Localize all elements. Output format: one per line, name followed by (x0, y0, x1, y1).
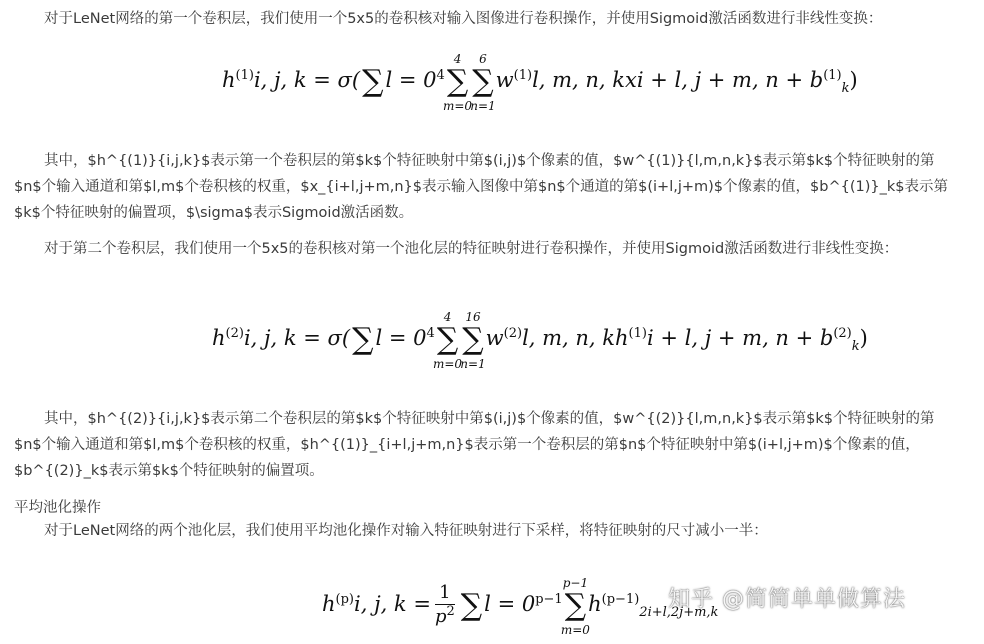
paragraph-conv2-intro: 对于第二个卷积层，我们使用一个5x5的卷积核对第一个池化层的特征映射进行卷积操作，并使用Sigmoid激活函数进行非线性变换： (44, 241, 899, 257)
eq2-sum2: ∑ 16 n=1 (460, 310, 486, 371)
paragraph-pool-intro: 对于LeNet网络的两个池化层，我们使用平均池化操作对输入特征映射进行下采样，将特征映射的尺寸减小一半： (44, 523, 768, 539)
eq3-sum: ∑ p−1 m=0 (560, 576, 590, 637)
eq3-sum-symbol: ∑ (460, 588, 483, 623)
eq2-sum1-top: 4 (443, 310, 452, 324)
eq3-lhs-rest: i, j, k = (354, 592, 431, 616)
eq2-lhs-sup: (2) (225, 326, 244, 341)
eq2-b-sup: (2) (833, 326, 852, 341)
eq1-w: w (495, 68, 514, 92)
eq2-close: ) (859, 326, 868, 350)
eq2-sum2-bottom: n=1 (460, 357, 486, 371)
eq2-lhs: h (212, 326, 226, 350)
eq3-h: h (588, 592, 602, 616)
eq1-mid: l = 0 (385, 68, 437, 92)
eq1-sum2-top: 6 (479, 52, 487, 66)
eq2-sum-symbol: ∑ (352, 322, 374, 357)
eq2-w: w (485, 326, 504, 350)
eq3-frac-den-sup: 2 (446, 604, 455, 619)
eq2-mid: l = 0 (375, 326, 427, 350)
eq3-mid-sup: p−1 (535, 592, 563, 607)
zhihu-watermark: 知乎 @简简单单做算法 (668, 587, 906, 612)
eq3-h-sub: 2i+l,2j+m,k (639, 605, 719, 621)
eq2-h-sup: (1) (628, 326, 647, 341)
eq3-lhs: h (322, 592, 336, 616)
eq1-b-sub: k (841, 81, 850, 97)
eq1-lhs-sup: (1) (235, 68, 254, 83)
eq2-b-sub: k (851, 339, 860, 355)
eq1-w-sup: (1) (513, 68, 533, 83)
eq1-sum-symbol: ∑ (362, 64, 384, 99)
eq1-lhs: h (222, 68, 236, 92)
eq3-frac-den: p (434, 606, 447, 627)
eq2-tail2: i + l, j + m, n + b (646, 326, 834, 350)
paragraph-conv1-explain: 其中，$h^{(1)}{i,j,k}$表示第一个卷积层的第$k$个特征映射中第$(i,j)$个像素的值，$w^{(1)}{l,m,n,k}$表示第$k$个特征映射的第$n$个输入通道和第$l,m$个卷积核的权重，$x_{i+l,j+m,n}$表示输入图像中第$n$个通道的第$(i+l,j+m)$个像素的值，$b^{(1)}_k$表示第$k$个特征映射的偏置项，$\sigma$表示Sigmoid激活函数。 (14, 153, 948, 221)
eq2-w-sup: (2) (503, 326, 523, 341)
eq2-sum1: ∑ 4 m=0 (432, 310, 463, 371)
eq1-mid-sup: 4 (436, 68, 445, 83)
eq1-tail: l, m, n, kxi + l, j + m, n + b (532, 68, 824, 92)
eq3-frac-num: 1 (435, 582, 455, 605)
equation-conv2 (0, 310, 984, 384)
eq2-sum2-top: 16 (465, 310, 481, 324)
eq1-sum1-top: 4 (453, 52, 462, 66)
eq3-sum-top: p−1 (562, 576, 589, 590)
eq2-mid-sup: 4 (426, 326, 435, 341)
eq1-sum2-bottom: n=1 (470, 99, 496, 113)
eq1-b-sup: (1) (823, 68, 842, 83)
eq1-sum1-bottom: m=0 (442, 99, 473, 113)
eq2-lhs-rest: i, j, k = σ( (243, 326, 351, 350)
paragraph-conv2-explain: 其中，$h^{(2)}{i,j,k}$表示第二个卷积层的第$k$个特征映射中第$(i,j)$个像素的值，$w^{(2)}{l,m,n,k}$表示第$k$个特征映射的第$n$个输入通道和第$l,m$个卷积核的权重，$h^{(1)}_{i+l,j+m,n}$表示第一个卷积层的第$n$个特征映射中第$(i+l,j+m)$个像素的值，$b^{(2)}_k$表示第$k$个特征映射的偏置项。 (14, 411, 935, 479)
eq3-mid: l = 0 (484, 592, 536, 616)
eq2-tail1: l, m, n, kh (522, 326, 629, 350)
eq3-sum-bottom: m=0 (560, 623, 590, 637)
eq3-fraction (435, 582, 455, 629)
eq1-close: ) (849, 68, 858, 92)
section-heading-avg-pool: 平均池化操作 (14, 500, 101, 516)
paragraph-conv1-intro: 对于LeNet网络的第一个卷积层，我们使用一个5x5的卷积核对输入图像进行卷积操作，并使用Sigmoid激活函数进行非线性变换： (44, 11, 883, 27)
eq1-sum1: ∑ 4 m=0 (442, 52, 473, 113)
eq3-h-sup: (p−1) (601, 592, 640, 607)
eq1-lhs-rest: i, j, k = σ( (253, 68, 361, 92)
eq3-frac-den-wrap (435, 605, 455, 629)
eq1-sum2: ∑ 6 n=1 (470, 52, 496, 113)
eq3-lhs-sup: (p) (335, 592, 354, 607)
equation-conv1 (0, 52, 984, 126)
eq2-sum1-bottom: m=0 (432, 357, 463, 371)
